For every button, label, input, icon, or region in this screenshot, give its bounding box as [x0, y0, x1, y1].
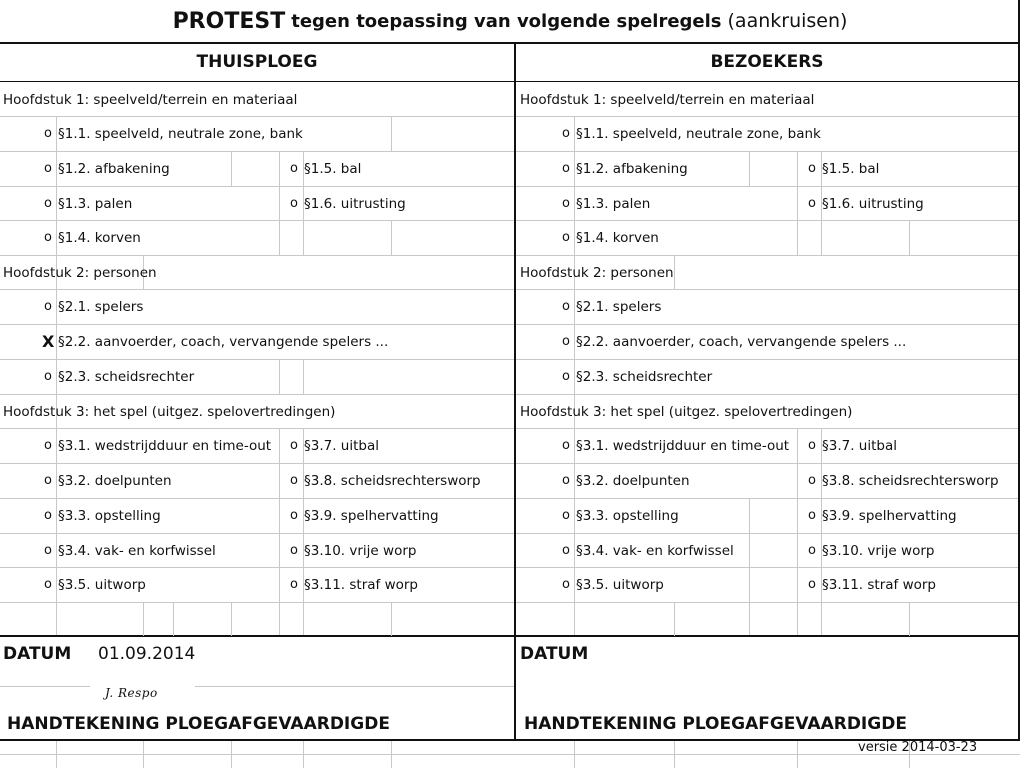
column-header-away: BEZOEKERS: [710, 52, 824, 72]
option-label: §1.2. afbakening: [58, 160, 170, 177]
option-label: §2.2. aanvoerder, coach, vervangende spelers ...: [576, 333, 907, 350]
checkbox-mark[interactable]: o: [290, 196, 298, 211]
away-signature-label: HANDTEKENING PLOEGAFGEVAARDIGDE: [524, 714, 907, 734]
home-option-3-10[interactable]: [288, 533, 416, 568]
away-option-3-7[interactable]: [806, 428, 897, 463]
away-option-2-1[interactable]: [560, 289, 661, 324]
home-date-value[interactable]: 01.09.2014: [98, 644, 196, 664]
option-label: §1.1. speelveld, neutrale zone, bank: [58, 125, 303, 142]
home-option-3-8[interactable]: [288, 463, 481, 498]
away-option-3-4[interactable]: [560, 533, 734, 568]
checkbox-mark[interactable]: o: [290, 577, 298, 592]
home-option-3-5[interactable]: [42, 567, 146, 602]
option-label: §3.2. doelpunten: [58, 472, 172, 489]
option-label: §3.11. straf worp: [822, 576, 937, 593]
checkbox-mark[interactable]: o: [562, 299, 570, 314]
checkbox-mark[interactable]: o: [808, 473, 816, 488]
title-middle: tegen toepassing van volgende spelregels: [291, 10, 722, 32]
option-label: §1.5. bal: [304, 160, 362, 177]
option-label: §3.10. vrije worp: [304, 542, 417, 559]
checkbox-mark[interactable]: o: [290, 438, 298, 453]
home-option-1-1[interactable]: [42, 116, 303, 151]
title-instruction: (aankruisen): [727, 10, 848, 32]
home-option-3-2[interactable]: [42, 463, 172, 498]
home-signature: J. Respo: [105, 686, 158, 700]
checkbox-mark[interactable]: o: [562, 196, 570, 211]
away-option-3-10[interactable]: [806, 533, 934, 568]
checkbox-mark[interactable]: o: [44, 577, 52, 592]
home-option-3-3[interactable]: [42, 498, 161, 533]
home-option-1-2[interactable]: [42, 151, 170, 186]
away-option-2-3[interactable]: [560, 359, 712, 394]
option-label: §2.1. spelers: [576, 298, 662, 315]
title-protest: PROTEST: [172, 8, 286, 34]
home-option-2-3[interactable]: [42, 359, 194, 394]
home-option-3-11[interactable]: [288, 567, 418, 602]
option-label: §3.10. vrije worp: [822, 542, 935, 559]
home-option-1-5[interactable]: [288, 151, 361, 186]
checkbox-mark[interactable]: o: [562, 577, 570, 592]
checkbox-mark[interactable]: o: [44, 299, 52, 314]
option-label: §1.2. afbakening: [576, 160, 688, 177]
option-label: §1.1. speelveld, neutrale zone, bank: [576, 125, 821, 142]
checkbox-mark[interactable]: o: [562, 438, 570, 453]
away-option-3-3[interactable]: [560, 498, 679, 533]
away-option-1-6[interactable]: [806, 186, 924, 221]
option-label: §3.7. uitbal: [304, 437, 379, 454]
away-option-2-2[interactable]: [560, 324, 906, 359]
checkbox-mark[interactable]: o: [44, 161, 52, 176]
checkbox-mark[interactable]: o: [562, 126, 570, 141]
option-label: §3.4. vak- en korfwissel: [58, 542, 216, 559]
checkbox-mark[interactable]: o: [562, 334, 570, 349]
away-option-1-3[interactable]: [560, 186, 650, 221]
option-label: §1.6. uitrusting: [304, 195, 406, 212]
away-option-3-11[interactable]: [806, 567, 936, 602]
checkbox-mark[interactable]: o: [562, 473, 570, 488]
home-option-1-3[interactable]: [42, 186, 132, 221]
away-option-1-2[interactable]: [560, 151, 688, 186]
option-label: §3.9. spelhervatting: [822, 507, 957, 524]
checkbox-mark[interactable]: o: [562, 230, 570, 245]
away-option-1-5[interactable]: [806, 151, 879, 186]
home-signature-label: HANDTEKENING PLOEGAFGEVAARDIGDE: [7, 714, 390, 734]
checkbox-mark[interactable]: o: [808, 577, 816, 592]
option-label: §2.3. scheidsrechter: [576, 368, 713, 385]
checkbox-mark[interactable]: o: [44, 369, 52, 384]
checkbox-mark[interactable]: o: [44, 508, 52, 523]
away-option-3-8[interactable]: [806, 463, 999, 498]
checkbox-mark[interactable]: o: [808, 543, 816, 558]
checkbox-mark[interactable]: o: [290, 161, 298, 176]
option-label: §1.4. korven: [576, 229, 659, 246]
option-label: §3.1. wedstrijdduur en time-out: [576, 437, 790, 454]
checkbox-mark[interactable]: o: [808, 196, 816, 211]
away-chapter-3: Hoofdstuk 3: het spel (uitgez. spelovertredingen): [520, 403, 853, 420]
home-option-3-1[interactable]: [42, 428, 271, 463]
home-option-1-4[interactable]: [42, 220, 141, 255]
option-label: §3.3. opstelling: [58, 507, 161, 524]
form-title: [0, 0, 1020, 42]
option-label: §1.3. palen: [58, 195, 133, 212]
checkbox-mark[interactable]: o: [44, 543, 52, 558]
version-label: versie 2014-03-23: [858, 740, 978, 755]
away-option-1-4[interactable]: [560, 220, 659, 255]
home-chapter-3: Hoofdstuk 3: het spel (uitgez. spelovertredingen): [3, 403, 336, 420]
checkbox-mark[interactable]: o: [290, 473, 298, 488]
option-label: §3.1. wedstrijdduur en time-out: [58, 437, 272, 454]
away-option-3-5[interactable]: [560, 567, 664, 602]
checkbox-mark[interactable]: o: [290, 543, 298, 558]
column-header-home: THUISPLOEG: [196, 52, 318, 72]
option-label: §2.2. aanvoerder, coach, vervangende spelers ...: [58, 333, 389, 350]
option-label: §3.5. uitworp: [58, 576, 146, 593]
checkbox-mark[interactable]: o: [44, 126, 52, 141]
option-label: §3.2. doelpunten: [576, 472, 690, 489]
away-option-3-2[interactable]: [560, 463, 690, 498]
away-chapter-2: Hoofdstuk 2: personen: [520, 264, 674, 281]
checkbox-mark[interactable]: o: [562, 369, 570, 384]
option-label: §1.6. uitrusting: [822, 195, 924, 212]
checkbox-mark-checked[interactable]: X: [42, 332, 55, 351]
option-label: §3.9. spelhervatting: [304, 507, 439, 524]
option-label: §1.4. korven: [58, 229, 141, 246]
option-label: §3.3. opstelling: [576, 507, 679, 524]
away-date-label: DATUM: [520, 644, 589, 664]
option-label: §3.11. straf worp: [304, 576, 419, 593]
checkbox-mark[interactable]: o: [44, 196, 52, 211]
option-label: §2.3. scheidsrechter: [58, 368, 195, 385]
checkbox-mark[interactable]: o: [44, 230, 52, 245]
checkbox-mark[interactable]: o: [44, 438, 52, 453]
checkbox-mark[interactable]: o: [562, 508, 570, 523]
checkbox-mark[interactable]: o: [44, 473, 52, 488]
home-option-1-6[interactable]: [288, 186, 406, 221]
home-option-3-7[interactable]: [288, 428, 379, 463]
option-label: §1.3. palen: [576, 195, 651, 212]
option-label: §3.5. uitworp: [576, 576, 664, 593]
away-option-3-1[interactable]: [560, 428, 789, 463]
home-date-label: DATUM: [3, 644, 72, 664]
checkbox-mark[interactable]: o: [808, 508, 816, 523]
checkbox-mark[interactable]: o: [290, 508, 298, 523]
home-option-2-2[interactable]: [42, 324, 388, 359]
away-option-1-1[interactable]: [560, 116, 821, 151]
option-label: §2.1. spelers: [58, 298, 144, 315]
option-label: §3.8. scheidsrechtersworp: [822, 472, 999, 489]
checkbox-mark[interactable]: o: [808, 161, 816, 176]
home-chapter-1: Hoofdstuk 1: speelveld/terrein en materiaal: [3, 91, 298, 108]
option-label: §3.7. uitbal: [822, 437, 897, 454]
option-label: §1.5. bal: [822, 160, 880, 177]
checkbox-mark[interactable]: o: [808, 438, 816, 453]
option-label: §3.8. scheidsrechtersworp: [304, 472, 481, 489]
checkbox-mark[interactable]: o: [562, 543, 570, 558]
option-label: §3.4. vak- en korfwissel: [576, 542, 734, 559]
away-chapter-1: Hoofdstuk 1: speelveld/terrein en materiaal: [520, 91, 815, 108]
away-option-3-9[interactable]: [806, 498, 957, 533]
home-option-3-9[interactable]: [288, 498, 439, 533]
home-chapter-2: Hoofdstuk 2: personen: [3, 264, 157, 281]
checkbox-mark[interactable]: o: [562, 161, 570, 176]
home-option-3-4[interactable]: [42, 533, 216, 568]
home-option-2-1[interactable]: [42, 289, 143, 324]
